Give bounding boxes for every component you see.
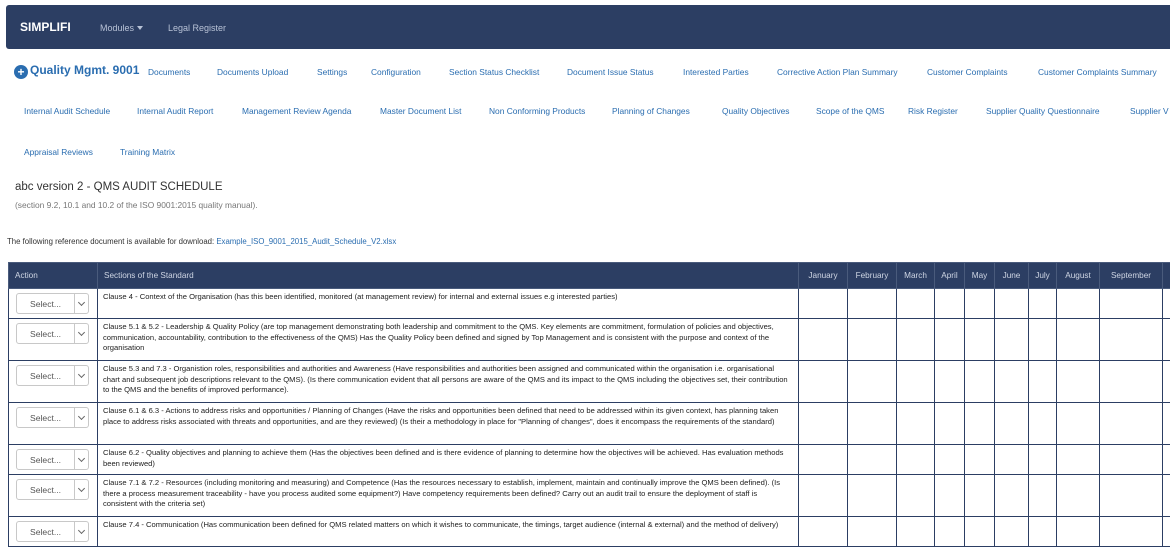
reference-download-link[interactable]: Example_ISO_9001_2015_Audit_Schedule_V2.xlsx — [216, 237, 397, 246]
month-cell[interactable] — [1057, 361, 1100, 403]
month-cell[interactable] — [897, 289, 935, 319]
action-cell — [9, 289, 98, 319]
month-cell[interactable] — [1163, 403, 1170, 445]
month-cell[interactable] — [935, 475, 965, 517]
link-customer-complaints-summary[interactable]: Customer Complaints Summary — [1038, 67, 1157, 77]
chevron-down-icon — [74, 408, 88, 427]
reference-text: The following reference document is available for download: — [7, 237, 217, 246]
month-cell[interactable] — [848, 319, 897, 361]
action-select-value: Select... — [30, 329, 62, 339]
month-cell[interactable] — [935, 445, 965, 475]
month-cell[interactable] — [897, 517, 935, 547]
link-appraisal-reviews[interactable]: Appraisal Reviews — [24, 147, 93, 157]
month-cell[interactable] — [1163, 361, 1170, 403]
month-cell[interactable] — [1057, 445, 1100, 475]
link-scope-of-the-qms[interactable]: Scope of the QMS — [816, 106, 885, 116]
month-cell[interactable] — [799, 319, 848, 361]
month-cell[interactable] — [848, 445, 897, 475]
header-june: June — [995, 263, 1029, 289]
link-non-conforming-products[interactable]: Non Conforming Products — [489, 106, 586, 116]
header-march: March — [897, 263, 935, 289]
link-customer-complaints[interactable]: Customer Complaints — [927, 67, 1008, 77]
chevron-down-icon — [74, 294, 88, 313]
action-select[interactable] — [16, 449, 89, 470]
section-text: Clause 6.1 & 6.3 - Actions to address risks and opportunities / Planning of Changes (Have the risks and opportunities been defined that need to be addressed within its given context, has planning taken place to address risks associated with threats and opportunities, and are they reviewed) (Is their a methodology in place for "Planning of changes", does it encompass the requirements of the standard) — [98, 403, 799, 445]
modules-menu[interactable] — [100, 23, 143, 33]
page-title: abc version 2 - QMS AUDIT SCHEDULE — [15, 181, 223, 193]
link-settings[interactable]: Settings — [317, 67, 348, 77]
month-cell[interactable] — [799, 517, 848, 547]
header-overflow — [1163, 263, 1170, 289]
link-section-status-checklist[interactable]: Section Status Checklist — [449, 67, 540, 77]
month-cell[interactable] — [1100, 475, 1163, 517]
action-select[interactable] — [16, 365, 89, 386]
month-cell[interactable] — [965, 475, 995, 517]
month-cell[interactable] — [1057, 517, 1100, 547]
month-cell[interactable] — [897, 475, 935, 517]
chevron-down-icon — [74, 366, 88, 385]
table-row — [9, 517, 1170, 547]
action-select-value: Select... — [30, 527, 62, 537]
month-cell[interactable] — [897, 319, 935, 361]
table-row — [9, 475, 1170, 517]
top-navbar — [6, 5, 1170, 49]
brand-logo[interactable]: SIMPLIFI — [20, 20, 71, 34]
month-cell[interactable] — [995, 361, 1029, 403]
month-cell[interactable] — [995, 319, 1029, 361]
chevron-down-icon — [74, 324, 88, 343]
month-cell[interactable] — [935, 517, 965, 547]
month-cell[interactable] — [1057, 475, 1100, 517]
month-cell[interactable] — [848, 475, 897, 517]
header-sections: Sections of the Standard — [98, 263, 799, 289]
action-cell — [9, 403, 98, 445]
link-internal-audit-report[interactable]: Internal Audit Report — [137, 106, 214, 116]
month-cell[interactable] — [935, 361, 965, 403]
action-cell — [9, 319, 98, 361]
header-february: February — [848, 263, 897, 289]
month-cell[interactable] — [897, 445, 935, 475]
header-may: May — [965, 263, 995, 289]
month-cell[interactable] — [1100, 517, 1163, 547]
legal-register-link[interactable]: Legal Register — [168, 23, 227, 33]
month-cell[interactable] — [965, 445, 995, 475]
plus-circle-icon: + — [14, 65, 28, 79]
month-cell[interactable] — [1100, 361, 1163, 403]
header-january: January — [799, 263, 848, 289]
action-select[interactable] — [16, 479, 89, 500]
month-cell[interactable] — [935, 289, 965, 319]
action-select[interactable] — [16, 407, 89, 428]
month-cell[interactable] — [799, 361, 848, 403]
month-cell[interactable] — [799, 403, 848, 445]
link-interested-parties[interactable]: Interested Parties — [683, 67, 749, 77]
audit-schedule-table — [8, 262, 1170, 547]
month-cell[interactable] — [1163, 517, 1170, 547]
table-row — [9, 289, 1170, 319]
link-internal-audit-schedule[interactable]: Internal Audit Schedule — [24, 106, 111, 116]
link-document-issue-status[interactable]: Document Issue Status — [567, 67, 654, 77]
chevron-down-icon — [74, 522, 88, 541]
action-select[interactable] — [16, 323, 89, 344]
month-cell[interactable] — [995, 517, 1029, 547]
section-text: Clause 5.3 and 7.3 - Organistion roles, responsibilities and authorities and Awareness (Have responsibilities and authorities been assigned and communicated within the organisation i.e. organisational chart and subsequent job descriptions relevant to the QMS). (Is there communication evident that all persons are aware of the QMS and its impact to the QMS including the objectives set, their contribution to the QMS and the benefits of improved performance). — [98, 361, 799, 403]
month-cell[interactable] — [1029, 319, 1057, 361]
link-supplier-quality-questionnaire[interactable]: Supplier Quality Questionnaire — [986, 106, 1100, 116]
month-cell[interactable] — [1057, 289, 1100, 319]
month-cell[interactable] — [799, 475, 848, 517]
table-row — [9, 319, 1170, 361]
month-cell[interactable] — [1029, 445, 1057, 475]
month-cell[interactable] — [1163, 445, 1170, 475]
month-cell[interactable] — [848, 517, 897, 547]
action-select-value: Select... — [30, 299, 62, 309]
action-cell — [9, 361, 98, 403]
link-quality-objectives[interactable]: Quality Objectives — [722, 106, 790, 116]
month-cell[interactable] — [965, 403, 995, 445]
module-title[interactable] — [14, 63, 139, 79]
month-cell[interactable] — [965, 517, 995, 547]
section-text: Clause 7.1 & 7.2 - Resources (including monitoring and measuring) and Competence (Has the resources necessary to establish, implement, maintain and continually improve the QMS been defined). (Is there a process measurement traceability - have you process audited some equipment?) Have competency requirements been defined? Carry out an audit trail to ensure the deployment of staff is consistent with the criteria set) — [98, 475, 799, 517]
month-cell[interactable] — [897, 403, 935, 445]
month-cell[interactable] — [1057, 319, 1100, 361]
month-cell[interactable] — [1029, 475, 1057, 517]
header-august: August — [1057, 263, 1100, 289]
month-cell[interactable] — [848, 403, 897, 445]
month-cell[interactable] — [1100, 403, 1163, 445]
month-cell[interactable] — [1029, 361, 1057, 403]
action-cell — [9, 475, 98, 517]
page-subtitle: (section 9.2, 10.1 and 10.2 of the ISO 9001:2015 quality manual). — [15, 200, 258, 210]
link-risk-register[interactable]: Risk Register — [908, 106, 958, 116]
month-cell[interactable] — [1163, 475, 1170, 517]
section-text: Clause 7.4 - Communication (Has communication been defined for QMS related matters on which it wishes to communicate, the timings, target audience (internal & external) and the method of delivery) — [98, 517, 799, 547]
action-select-value: Select... — [30, 371, 62, 381]
link-supplier-v[interactable]: Supplier V — [1130, 106, 1169, 116]
month-cell[interactable] — [1163, 319, 1170, 361]
month-cell[interactable] — [897, 361, 935, 403]
modules-label: Modules — [100, 23, 135, 33]
header-july: July — [1029, 263, 1057, 289]
link-configuration[interactable]: Configuration — [371, 67, 421, 77]
table-header-row — [9, 263, 1170, 289]
action-select[interactable] — [16, 293, 89, 314]
table-row — [9, 403, 1170, 445]
month-cell[interactable] — [965, 319, 995, 361]
action-select-value: Select... — [30, 455, 62, 465]
month-cell[interactable] — [965, 289, 995, 319]
month-cell[interactable] — [799, 445, 848, 475]
month-cell[interactable] — [799, 289, 848, 319]
month-cell[interactable] — [1100, 289, 1163, 319]
action-cell — [9, 445, 98, 475]
link-corrective-action-plan-summary[interactable]: Corrective Action Plan Summary — [777, 67, 898, 77]
month-cell[interactable] — [1100, 319, 1163, 361]
action-select-value: Select... — [30, 485, 62, 495]
link-documents-upload[interactable]: Documents Upload — [217, 67, 289, 77]
month-cell[interactable] — [1029, 403, 1057, 445]
month-cell[interactable] — [848, 289, 897, 319]
caret-down-icon — [137, 26, 143, 30]
action-select-value: Select... — [30, 413, 62, 423]
reference-line — [7, 237, 396, 246]
month-cell[interactable] — [848, 361, 897, 403]
chevron-down-icon — [74, 450, 88, 469]
month-cell[interactable] — [995, 445, 1029, 475]
action-select[interactable] — [16, 521, 89, 542]
month-cell[interactable] — [935, 403, 965, 445]
month-cell[interactable] — [1100, 445, 1163, 475]
month-cell[interactable] — [965, 361, 995, 403]
module-title-text: Quality Mgmt. 9001 — [30, 63, 140, 77]
month-cell[interactable] — [935, 319, 965, 361]
header-action: Action — [9, 263, 98, 289]
table-row — [9, 445, 1170, 475]
table-row — [9, 361, 1170, 403]
month-cell[interactable] — [1029, 517, 1057, 547]
header-september: September — [1100, 263, 1163, 289]
header-april: April — [935, 263, 965, 289]
link-planning-of-changes[interactable]: Planning of Changes — [612, 106, 690, 116]
link-management-review-agenda[interactable]: Management Review Agenda — [242, 106, 352, 116]
chevron-down-icon — [74, 480, 88, 499]
section-text: Clause 4 - Context of the Organisation (has this been identified, monitored (at management review) for internal and external issues e.g interested parties) — [98, 289, 799, 319]
month-cell[interactable] — [995, 289, 1029, 319]
month-cell[interactable] — [995, 403, 1029, 445]
month-cell[interactable] — [1029, 289, 1057, 319]
month-cell[interactable] — [1057, 403, 1100, 445]
link-training-matrix[interactable]: Training Matrix — [120, 147, 176, 157]
section-text: Clause 5.1 & 5.2 - Leadership & Quality Policy (are top management demonstrating both leadership and commitment to the QMS. Key elements are commitment, formulation of policies and objectives, communication, accountability, contribution to the effectiveness of the QMS) Has the Quality Policy been defined and signed by Top Management and is consistent with the purpose and context of the organisation — [98, 319, 799, 361]
month-cell[interactable] — [995, 475, 1029, 517]
month-cell[interactable] — [1163, 289, 1170, 319]
link-documents[interactable]: Documents — [148, 67, 191, 77]
action-cell — [9, 517, 98, 547]
section-text: Clause 6.2 - Quality objectives and planning to achieve them (Has the objectives been defined and is there evidence of planning to determine how the objectives will be achieved. Has evaluation methods been reviewed) — [98, 445, 799, 475]
link-master-document-list[interactable]: Master Document List — [380, 106, 462, 116]
